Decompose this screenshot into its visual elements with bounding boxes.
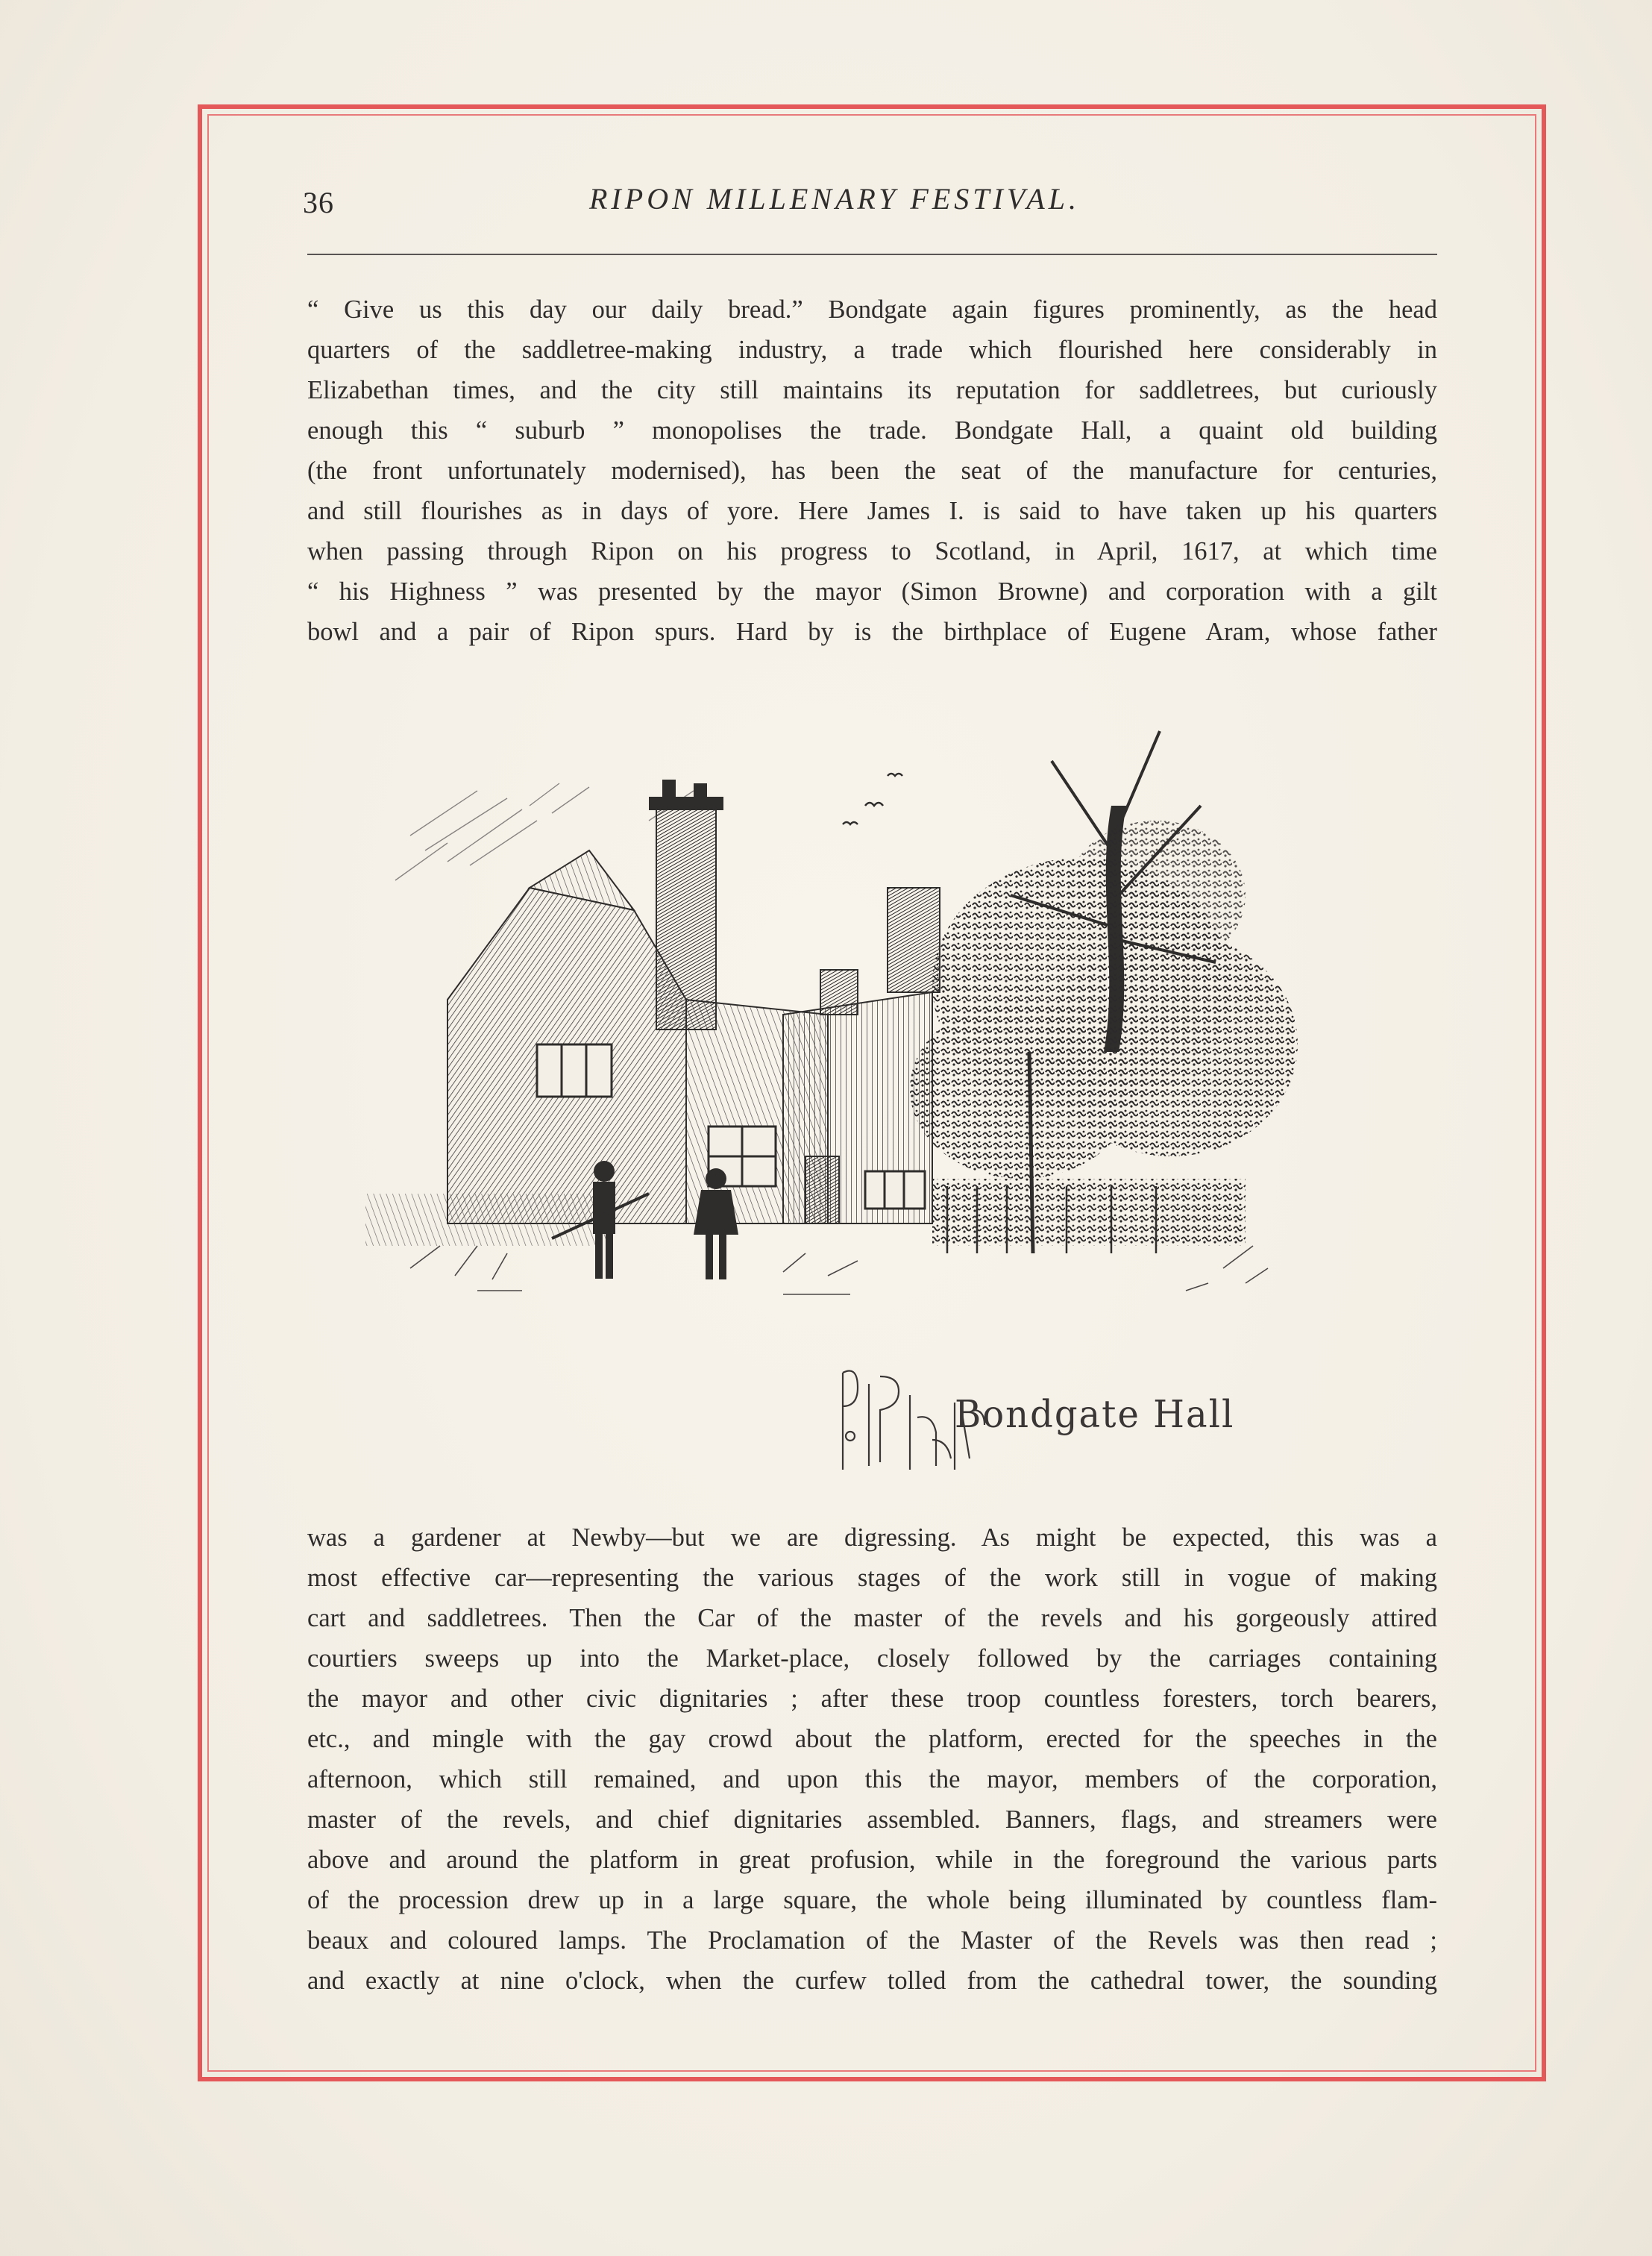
text-line: beaux and coloured lamps. The Proclamation of the Master of the Revels was then read ;	[307, 1926, 1437, 1955]
text-line: most effective car—representing the various stages of the work still in vogue of making	[307, 1564, 1437, 1592]
text-line: (the front unfortunately modernised), has been the seat of the manufacture for centuries,	[307, 457, 1437, 485]
paragraph-2	[307, 1517, 1437, 2001]
header-rule	[307, 254, 1437, 255]
paragraph-1	[307, 289, 1437, 652]
text-line: of the procession drew up in a large square, the whole being illuminated by countless flam-	[307, 1886, 1437, 1914]
text-line: bowl and a pair of Ripon spurs. Hard by is the birthplace of Eugene Aram, whose father	[307, 618, 1437, 646]
text-line: courtiers sweeps up into the Market-place, closely followed by the carriages containing	[307, 1644, 1437, 1673]
house	[447, 780, 940, 1223]
bondgate-hall-illustration	[365, 701, 1380, 1507]
text-line: when passing through Ripon on his progress to Scotland, in April, 1617, at which time	[307, 537, 1437, 565]
running-head: RIPON MILLENARY FESTIVAL.	[589, 182, 1080, 216]
text-line: and still flourishes as in days of yore. Here James I. is said to have taken up his quarters	[307, 497, 1437, 525]
text-line: above and around the platform in great profusion, while in the foreground the various parts	[307, 1846, 1437, 1874]
text-line: master of the revels, and chief dignitaries assembled. Banners, flags, and streamers were	[307, 1805, 1437, 1834]
text-line: etc., and mingle with the gay crowd about the platform, erected for the speeches in the	[307, 1725, 1437, 1753]
text-line: and exactly at nine o'clock, when the curfew tolled from the cathedral tower, the sounding	[307, 1967, 1437, 1995]
text-line: cart and saddletrees. Then the Car of the master of the revels and his gorgeously attired	[307, 1604, 1437, 1632]
birds	[843, 774, 902, 824]
page-number: 36	[303, 186, 334, 219]
ground-strokes	[410, 1246, 1268, 1294]
illustration-caption: Bondgate Hall	[955, 1392, 1235, 1437]
text-line: was a gardener at Newby—but we are digressing. As might be expected, this was a	[307, 1523, 1437, 1552]
text-line: the mayor and other civic dignitaries ; after these troop countless foresters, torch bearers,	[307, 1685, 1437, 1713]
text-line: quarters of the saddletree-making industry, a trade which flourished here considerably in	[307, 336, 1437, 364]
text-line: afternoon, which still remained, and upon this the mayor, members of the corporation,	[307, 1765, 1437, 1793]
tree	[910, 731, 1298, 1253]
text-line: “ Give us this day our daily bread.” Bondgate again figures prominently, as the head	[307, 295, 1437, 324]
text-line: “ his Highness ” was presented by the mayor (Simon Browne) and corporation with a gilt	[307, 577, 1437, 606]
text-line: Elizabethan times, and the city still maintains its reputation for saddletrees, but curiously	[307, 376, 1437, 404]
text-line: enough this “ suburb ” monopolises the trade. Bondgate Hall, a quaint old building	[307, 416, 1437, 445]
